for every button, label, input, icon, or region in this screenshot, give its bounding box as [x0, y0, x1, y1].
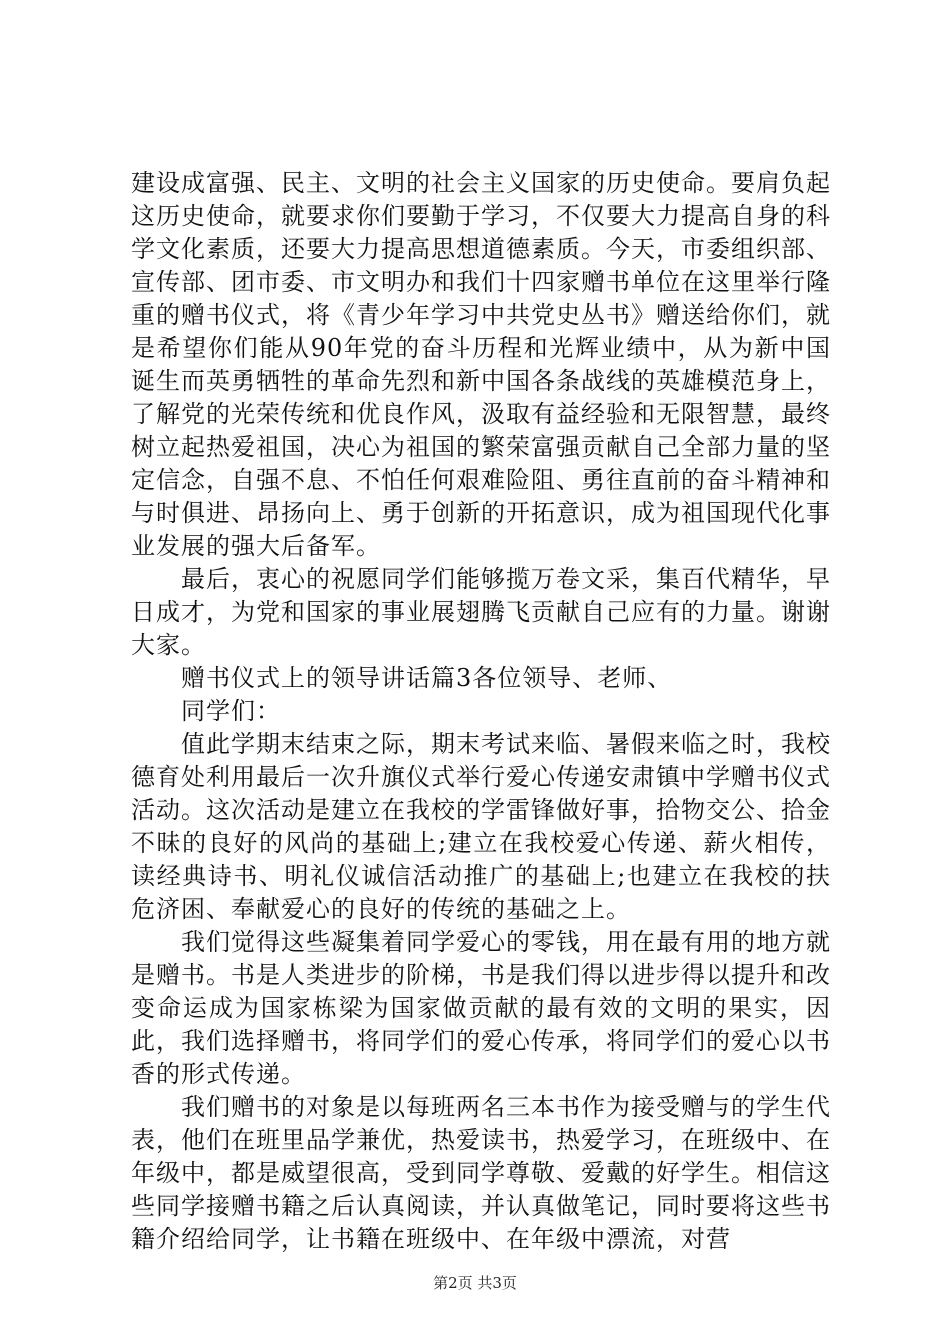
page-footer [0, 1273, 950, 1293]
paragraph-1: 建设成富强、民主、文明的社会主义国家的历史使命。要肩负起这历史使命，就要求你们要勤于学习，不仅要大力提高自身的科学文化素质，还要大力提高思想道德素质。今天，市委组织部、宣传部、团市委、市文明办和我们十四家赠书单位在这里举行隆重的赠书仪式，将《青少年学习中共党史丛书》赠送给你们，就是希望你们能从90年党的奋斗历程和光辉业绩中，从为新中国诞生而英勇牺牲的革命先烈和新中国各条战线的英雄模范身上，了解党的光荣传统和优良作风，汲取有益经验和无限智慧，最终树立起热爱祖国，决心为祖国的繁荣富强贡献自己全部力量的坚定信念，自强不息、不怕任何艰难险阻、勇往直前的奋斗精神和与时俱进、昂扬向上、勇于创新的开拓意识，成为祖国现代化事业发展的强大后备军。 [131, 169, 831, 560]
paragraph-6: 我们觉得这些凝集着同学爱心的零钱，用在最有用的地方就是赠书。书是人类进步的阶梯，书是我们得以进步得以提升和改变命运成为国家栋梁为国家做贡献的最有效的文明的果实，因此，我们选择赠书，将同学们的爱心传承，将同学们的爱心以书香的形式传递。 [131, 928, 831, 1088]
paragraph-7: 我们赠书的对象是以每班两名三本书作为接受赠与的学生代表，他们在班里品学兼优，热爱读书，热爱学习，在班级中、在年级中，都是威望很高，受到同学尊敬、爱戴的好学生。相信这些同学接赠书籍之后认真阅读，并认真做笔记，同时要将这些书籍介绍给同学，让书籍在班级中、在年级中漂流，对营 [131, 1093, 831, 1253]
document-body [131, 167, 831, 1256]
paragraph-2: 最后，衷心的祝愿同学们能够揽万卷文采，集百代精华，早日成才，为党和国家的事业展翅腾飞贡献自己应有的力量。谢谢大家。 [131, 565, 831, 659]
paragraph-3: 赠书仪式上的领导讲话篇3各位领导、老师、 [181, 664, 673, 692]
paragraph-5: 值此学期末结束之际，期末考试来临、暑假来临之时，我校德育处利用最后一次升旗仪式举行爱心传递安肃镇中学赠书仪式活动。这次活动是建立在我校的学雷锋做好事，拾物交公、拾金不昧的良好的风尚的基础上;建立在我校爱心传递、薪火相传，读经典诗书、明礼仪诚信活动推广的基础上;也建立在我校的扶危济困、奉献爱心的良好的传统的基础之上。 [131, 730, 831, 923]
paragraph-4: 同学们： [181, 697, 281, 725]
page-number-label: 第2页 共3页 [433, 1274, 517, 1292]
